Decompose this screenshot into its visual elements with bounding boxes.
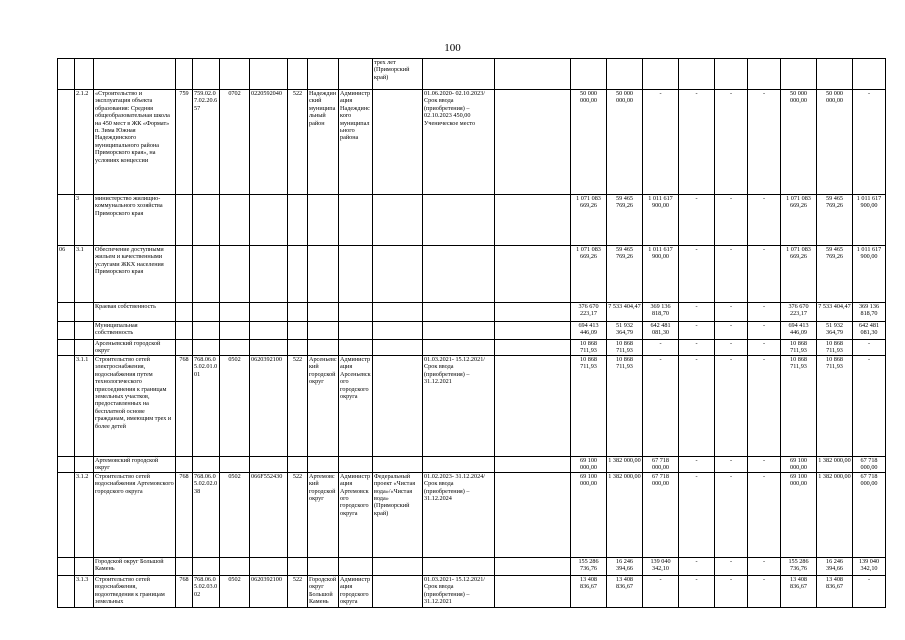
amount-sum-regional-cell: 59 465 769,26 xyxy=(817,246,853,303)
amount-federal-cell: 139 040 342,10 xyxy=(643,557,679,575)
period-cell xyxy=(423,195,495,246)
funding-source-cell xyxy=(373,457,423,473)
target-article-cell: 0620392100 xyxy=(250,356,288,457)
target-article-cell: 0220592040 xyxy=(250,90,288,195)
section-subsection-cell xyxy=(220,195,250,246)
amount-total-cell: 1 071 083 669,26 xyxy=(571,195,607,246)
amount-year3-cell: - xyxy=(748,322,781,340)
amount-sum-regional-cell: 1 382 000,00 xyxy=(817,457,853,473)
amount-total-cell: 1 071 083 669,26 xyxy=(571,246,607,303)
grbs-code-cell xyxy=(176,322,193,340)
grbs-code-cell: 759 xyxy=(176,90,193,195)
section-code-cell xyxy=(58,557,75,575)
territory-cell xyxy=(308,195,339,246)
table-row xyxy=(58,303,886,322)
amount-sum-regional-cell: 59 465 769,26 xyxy=(817,195,853,246)
table-row xyxy=(58,90,886,195)
section-subsection-cell xyxy=(220,303,250,322)
target-article-cell xyxy=(250,340,288,356)
amount-federal-cell: - xyxy=(643,575,679,607)
period-cell xyxy=(423,322,495,340)
amount-sum-federal-cell: 1 011 617 900,00 xyxy=(853,246,886,303)
section-subsection-cell xyxy=(220,246,250,303)
target-article-cell xyxy=(250,457,288,473)
target-article-cell xyxy=(250,246,288,303)
amount-sum-regional-cell: 16 246 394,66 xyxy=(817,557,853,575)
grbs-code-cell xyxy=(176,457,193,473)
amount-sum-total-cell: 69 100 000,00 xyxy=(781,457,817,473)
period-cell xyxy=(423,340,495,356)
amount-regional-cell: 51 932 364,79 xyxy=(607,322,643,340)
budget-code-cell xyxy=(193,246,220,303)
period-cell xyxy=(423,246,495,303)
object-name-cell: министерство жилищно-коммунального хозяйства Приморского края xyxy=(94,195,176,246)
expense-type-cell: 522 xyxy=(288,472,308,557)
executor-cell xyxy=(339,457,373,473)
grbs-code-cell xyxy=(176,246,193,303)
executor-cell: Администрация городского округа xyxy=(339,575,373,607)
table-row xyxy=(58,557,886,575)
budget-code-cell xyxy=(193,557,220,575)
section-code-cell xyxy=(58,472,75,557)
amount-sum-regional-cell: 7 533 404,47 xyxy=(817,303,853,322)
grbs-code-cell: 768 xyxy=(176,356,193,457)
item-number-cell xyxy=(75,457,94,473)
amount-year2-b-cell: - xyxy=(715,195,748,246)
amount-year2-a-cell: - xyxy=(679,340,715,356)
funding-source-cell xyxy=(373,303,423,322)
expense-type-cell: 522 xyxy=(288,575,308,607)
section-code-cell: 06 xyxy=(58,246,75,303)
executor-cell xyxy=(339,322,373,340)
amount-sum-federal-cell: 139 040 342,10 xyxy=(853,557,886,575)
blank-cell xyxy=(495,472,571,557)
funding-source-cell: Федеральный проект «Чистая вода»/«Чистая вода» (Приморский край) xyxy=(373,472,423,557)
section-subsection-cell: 0502 xyxy=(220,472,250,557)
amount-year3-cell: - xyxy=(748,195,781,246)
funding-source-cell xyxy=(373,340,423,356)
territory-cell xyxy=(308,322,339,340)
amount-federal-cell: - xyxy=(643,90,679,195)
amount-year2-a-cell: - xyxy=(679,356,715,457)
amount-federal-cell: 67 718 000,00 xyxy=(643,472,679,557)
amount-year2-b-cell: - xyxy=(715,575,748,607)
funding-source-cell xyxy=(373,90,423,195)
object-name-cell: Обеспечение доступными жильем и качественными услугами ЖКХ населения Приморского края xyxy=(94,246,176,303)
table-row xyxy=(58,472,886,557)
section-subsection-cell xyxy=(220,322,250,340)
amount-federal-cell: 369 136 818,70 xyxy=(643,303,679,322)
amount-federal-cell: 1 011 617 900,00 xyxy=(643,246,679,303)
amount-total-cell: 69 100 000,00 xyxy=(571,472,607,557)
grbs-code-cell xyxy=(176,303,193,322)
expense-type-cell: 522 xyxy=(288,90,308,195)
amount-sum-federal-cell: - xyxy=(853,575,886,607)
blank-cell xyxy=(495,195,571,246)
blank-cell xyxy=(495,340,571,356)
table-row xyxy=(58,195,886,246)
item-number-cell xyxy=(75,340,94,356)
amount-sum-federal-cell: - xyxy=(853,90,886,195)
amount-sum-regional-cell: 1 382 000,00 xyxy=(817,472,853,557)
budget-code-cell xyxy=(193,322,220,340)
amount-sum-federal-cell: 642 481 081,30 xyxy=(853,322,886,340)
amount-total-cell: 10 868 711,93 xyxy=(571,356,607,457)
object-name-cell: Арсеньевский городской округ xyxy=(94,340,176,356)
item-number-cell: 3.1.3 xyxy=(75,575,94,607)
amount-year3-cell: - xyxy=(748,246,781,303)
expense-type-cell xyxy=(288,557,308,575)
budget-code-cell: 759.02.07.02.20.657 xyxy=(193,90,220,195)
expense-type-cell: 522 xyxy=(288,356,308,457)
amount-regional-cell: 10 868 711,93 xyxy=(607,340,643,356)
amount-total-cell: 13 408 836,67 xyxy=(571,575,607,607)
territory-cell xyxy=(308,340,339,356)
amount-regional-cell: 13 408 836,67 xyxy=(607,575,643,607)
executor-cell xyxy=(339,340,373,356)
amount-sum-total-cell: 694 413 446,09 xyxy=(781,322,817,340)
budget-code-cell xyxy=(193,457,220,473)
blank-cell xyxy=(495,356,571,457)
amount-year3-cell: - xyxy=(748,575,781,607)
amount-sum-total-cell: 10 868 711,93 xyxy=(781,356,817,457)
territory-cell: Надеждинский муниципальный район xyxy=(308,90,339,195)
item-number-cell: 3.1.1 xyxy=(75,356,94,457)
amount-sum-total-cell: 1 071 083 669,26 xyxy=(781,246,817,303)
object-name-cell: Краевая собственность xyxy=(94,303,176,322)
section-subsection-cell: 0502 xyxy=(220,356,250,457)
table-row xyxy=(58,356,886,457)
item-number-cell: 3.1.2 xyxy=(75,472,94,557)
grbs-code-cell xyxy=(176,557,193,575)
object-name-cell: Муниципальная собственность xyxy=(94,322,176,340)
period-cell xyxy=(423,303,495,322)
budget-code-cell xyxy=(193,340,220,356)
amount-sum-regional-cell: 10 868 711,93 xyxy=(817,340,853,356)
executor-cell: Администрация Надеждинского муниципального района xyxy=(339,90,373,195)
amount-year2-a-cell: - xyxy=(679,457,715,473)
table-row xyxy=(58,575,886,607)
amount-year2-a-cell: - xyxy=(679,575,715,607)
amount-year2-a-cell: - xyxy=(679,90,715,195)
investment-table xyxy=(57,58,886,608)
funding-source-cell xyxy=(373,195,423,246)
period-cell: 01.02.2023- 31.12.2024/ Срок ввода (приобретения) – 31.12.2024 xyxy=(423,472,495,557)
amount-federal-cell: 1 011 617 900,00 xyxy=(643,195,679,246)
grbs-code-cell: 768 xyxy=(176,575,193,607)
item-number-cell xyxy=(75,322,94,340)
amount-federal-cell: - xyxy=(643,356,679,457)
amount-sum-federal-cell: 67 718 000,00 xyxy=(853,457,886,473)
budget-code-cell: 768.06.05.02.03.002 xyxy=(193,575,220,607)
continuation-row xyxy=(58,59,886,90)
amount-federal-cell: - xyxy=(643,340,679,356)
section-code-cell xyxy=(58,575,75,607)
territory-cell: Городской округ Большой Камень xyxy=(308,575,339,607)
section-code-cell xyxy=(58,356,75,457)
territory-cell xyxy=(308,246,339,303)
amount-sum-total-cell: 1 071 083 669,26 xyxy=(781,195,817,246)
amount-regional-cell: 10 868 711,93 xyxy=(607,356,643,457)
section-subsection-cell xyxy=(220,340,250,356)
amount-year3-cell: - xyxy=(748,457,781,473)
table-row xyxy=(58,457,886,473)
amount-sum-total-cell: 376 670 223,17 xyxy=(781,303,817,322)
amount-total-cell: 50 000 000,00 xyxy=(571,90,607,195)
amount-year2-a-cell: - xyxy=(679,246,715,303)
amount-year2-b-cell: - xyxy=(715,557,748,575)
amount-year3-cell: - xyxy=(748,356,781,457)
target-article-cell xyxy=(250,195,288,246)
grbs-code-cell xyxy=(176,340,193,356)
object-name-cell: Артемовский городской округ xyxy=(94,457,176,473)
expense-type-cell xyxy=(288,246,308,303)
period-cell xyxy=(423,457,495,473)
expense-type-cell xyxy=(288,340,308,356)
amount-sum-total-cell: 13 408 836,67 xyxy=(781,575,817,607)
section-code-cell xyxy=(58,322,75,340)
amount-sum-regional-cell: 13 408 836,67 xyxy=(817,575,853,607)
item-number-cell xyxy=(75,557,94,575)
amount-regional-cell: 1 382 000,00 xyxy=(607,472,643,557)
amount-regional-cell: 1 382 000,00 xyxy=(607,457,643,473)
expense-type-cell xyxy=(288,322,308,340)
amount-sum-total-cell: 155 286 736,76 xyxy=(781,557,817,575)
section-code-cell xyxy=(58,340,75,356)
table-row xyxy=(58,246,886,303)
amount-sum-total-cell: 50 000 000,00 xyxy=(781,90,817,195)
amount-year3-cell: - xyxy=(748,472,781,557)
blank-cell xyxy=(495,303,571,322)
expense-type-cell xyxy=(288,457,308,473)
amount-year2-b-cell: - xyxy=(715,303,748,322)
amount-sum-regional-cell: 51 932 364,79 xyxy=(817,322,853,340)
item-number-cell: 2.1.2 xyxy=(75,90,94,195)
amount-regional-cell: 50 000 000,00 xyxy=(607,90,643,195)
blank-cell xyxy=(495,322,571,340)
amount-year3-cell: - xyxy=(748,90,781,195)
period-cell: 01.06.2020- 02.10.2023/ Срок ввода (приобретения) – 02.10.2023 450,00 Ученическое место xyxy=(423,90,495,195)
item-number-cell: 3 xyxy=(75,195,94,246)
amount-year2-b-cell: - xyxy=(715,246,748,303)
source-cell: трех лет (Приморский край) xyxy=(373,59,423,90)
amount-year2-a-cell: - xyxy=(679,557,715,575)
funding-source-cell xyxy=(373,356,423,457)
table-row xyxy=(58,340,886,356)
amount-year3-cell: - xyxy=(748,557,781,575)
section-code-cell xyxy=(58,195,75,246)
amount-regional-cell: 59 465 769,26 xyxy=(607,246,643,303)
funding-source-cell xyxy=(373,575,423,607)
executor-cell: Администрация Артемовского городского округа xyxy=(339,472,373,557)
period-cell xyxy=(423,557,495,575)
amount-total-cell: 694 413 446,09 xyxy=(571,322,607,340)
target-article-cell: 066F552430 xyxy=(250,472,288,557)
amount-sum-federal-cell: 1 011 617 900,00 xyxy=(853,195,886,246)
amount-year2-b-cell: - xyxy=(715,472,748,557)
amount-year2-b-cell: - xyxy=(715,356,748,457)
section-code-cell xyxy=(58,90,75,195)
target-article-cell xyxy=(250,557,288,575)
section-subsection-cell: 0702 xyxy=(220,90,250,195)
amount-year3-cell: - xyxy=(748,340,781,356)
target-article-cell: 0620392100 xyxy=(250,575,288,607)
section-subsection-cell: 0502 xyxy=(220,575,250,607)
section-code-cell xyxy=(58,457,75,473)
funding-source-cell xyxy=(373,322,423,340)
amount-sum-total-cell: 10 868 711,93 xyxy=(781,340,817,356)
expense-type-cell xyxy=(288,303,308,322)
grbs-code-cell: 768 xyxy=(176,472,193,557)
amount-sum-regional-cell: 10 868 711,93 xyxy=(817,356,853,457)
amount-year2-a-cell: - xyxy=(679,195,715,246)
amount-sum-federal-cell: - xyxy=(853,356,886,457)
territory-cell: Арсеньевский городской округ xyxy=(308,356,339,457)
amount-total-cell: 10 868 711,93 xyxy=(571,340,607,356)
page-number: 100 xyxy=(444,42,461,54)
amount-year2-b-cell: - xyxy=(715,90,748,195)
amount-sum-federal-cell: 67 718 000,00 xyxy=(853,472,886,557)
object-name-cell: «Строительство и эксплуатация объекта образования: Средняя общеобразовательная школа на 450 мест в ЖК «Формат» п. Зима Южная Надеждинского муниципального района Приморского края», на условиях концессии xyxy=(94,90,176,195)
amount-federal-cell: 67 718 000,00 xyxy=(643,457,679,473)
table-row xyxy=(58,322,886,340)
item-number-cell xyxy=(75,303,94,322)
funding-source-cell xyxy=(373,557,423,575)
target-article-cell xyxy=(250,303,288,322)
object-name-cell: Строительство сетей водоснабжения Артемовского городского округа xyxy=(94,472,176,557)
amount-year2-a-cell: - xyxy=(679,322,715,340)
amount-year3-cell: - xyxy=(748,303,781,322)
amount-total-cell: 376 670 223,17 xyxy=(571,303,607,322)
period-cell: 01.03.2021- 15.12.2021/ Срок ввода (приобретения) – 31.12.2021 xyxy=(423,356,495,457)
amount-sum-regional-cell: 50 000 000,00 xyxy=(817,90,853,195)
executor-cell xyxy=(339,246,373,303)
expense-type-cell xyxy=(288,195,308,246)
blank-cell xyxy=(495,246,571,303)
amount-sum-federal-cell: - xyxy=(853,340,886,356)
amount-total-cell: 155 286 736,76 xyxy=(571,557,607,575)
amount-total-cell: 69 100 000,00 xyxy=(571,457,607,473)
section-subsection-cell xyxy=(220,457,250,473)
budget-code-cell: 768.06.05.02.01.001 xyxy=(193,356,220,457)
amount-regional-cell: 59 465 769,26 xyxy=(607,195,643,246)
budget-code-cell xyxy=(193,195,220,246)
amount-year2-b-cell: - xyxy=(715,322,748,340)
amount-year2-a-cell: - xyxy=(679,472,715,557)
amount-year2-b-cell: - xyxy=(715,340,748,356)
grbs-code-cell xyxy=(176,195,193,246)
funding-source-cell xyxy=(373,246,423,303)
object-name-cell: Городской округ Большой Камень xyxy=(94,557,176,575)
amount-sum-total-cell: 69 100 000,00 xyxy=(781,472,817,557)
amount-regional-cell: 16 246 394,66 xyxy=(607,557,643,575)
blank-cell xyxy=(495,575,571,607)
territory-cell: Артемовский городской округ xyxy=(308,472,339,557)
territory-cell xyxy=(308,557,339,575)
target-article-cell xyxy=(250,322,288,340)
amount-year2-b-cell: - xyxy=(715,457,748,473)
executor-cell xyxy=(339,303,373,322)
blank-cell xyxy=(495,557,571,575)
amount-sum-federal-cell: 369 136 818,70 xyxy=(853,303,886,322)
amount-year2-a-cell: - xyxy=(679,303,715,322)
territory-cell xyxy=(308,457,339,473)
executor-cell xyxy=(339,195,373,246)
budget-code-cell: 768.06.05.02.02.038 xyxy=(193,472,220,557)
object-name-cell: Строительство сетей электроснабжения, водоснабжения путем технологического присоединения к границам земельных участков, предоставленных на бесплатной основе гражданам, имеющим трех и более детей xyxy=(94,356,176,457)
section-code-cell xyxy=(58,303,75,322)
amount-regional-cell: 7 533 404,47 xyxy=(607,303,643,322)
object-name-cell: Строительство сетей водоснабжения, водоотведения к границам земельных xyxy=(94,575,176,607)
budget-code-cell xyxy=(193,303,220,322)
section-subsection-cell xyxy=(220,557,250,575)
period-cell: 01.03.2021- 15.12.2021/ Срок ввода (приобретения) – 31.12.2021 xyxy=(423,575,495,607)
item-number-cell: 3.1 xyxy=(75,246,94,303)
amount-federal-cell: 642 481 081,30 xyxy=(643,322,679,340)
blank-cell xyxy=(495,90,571,195)
territory-cell xyxy=(308,303,339,322)
executor-cell xyxy=(339,557,373,575)
executor-cell: Администрация Арсеньевского городского округа xyxy=(339,356,373,457)
blank-cell xyxy=(495,457,571,473)
